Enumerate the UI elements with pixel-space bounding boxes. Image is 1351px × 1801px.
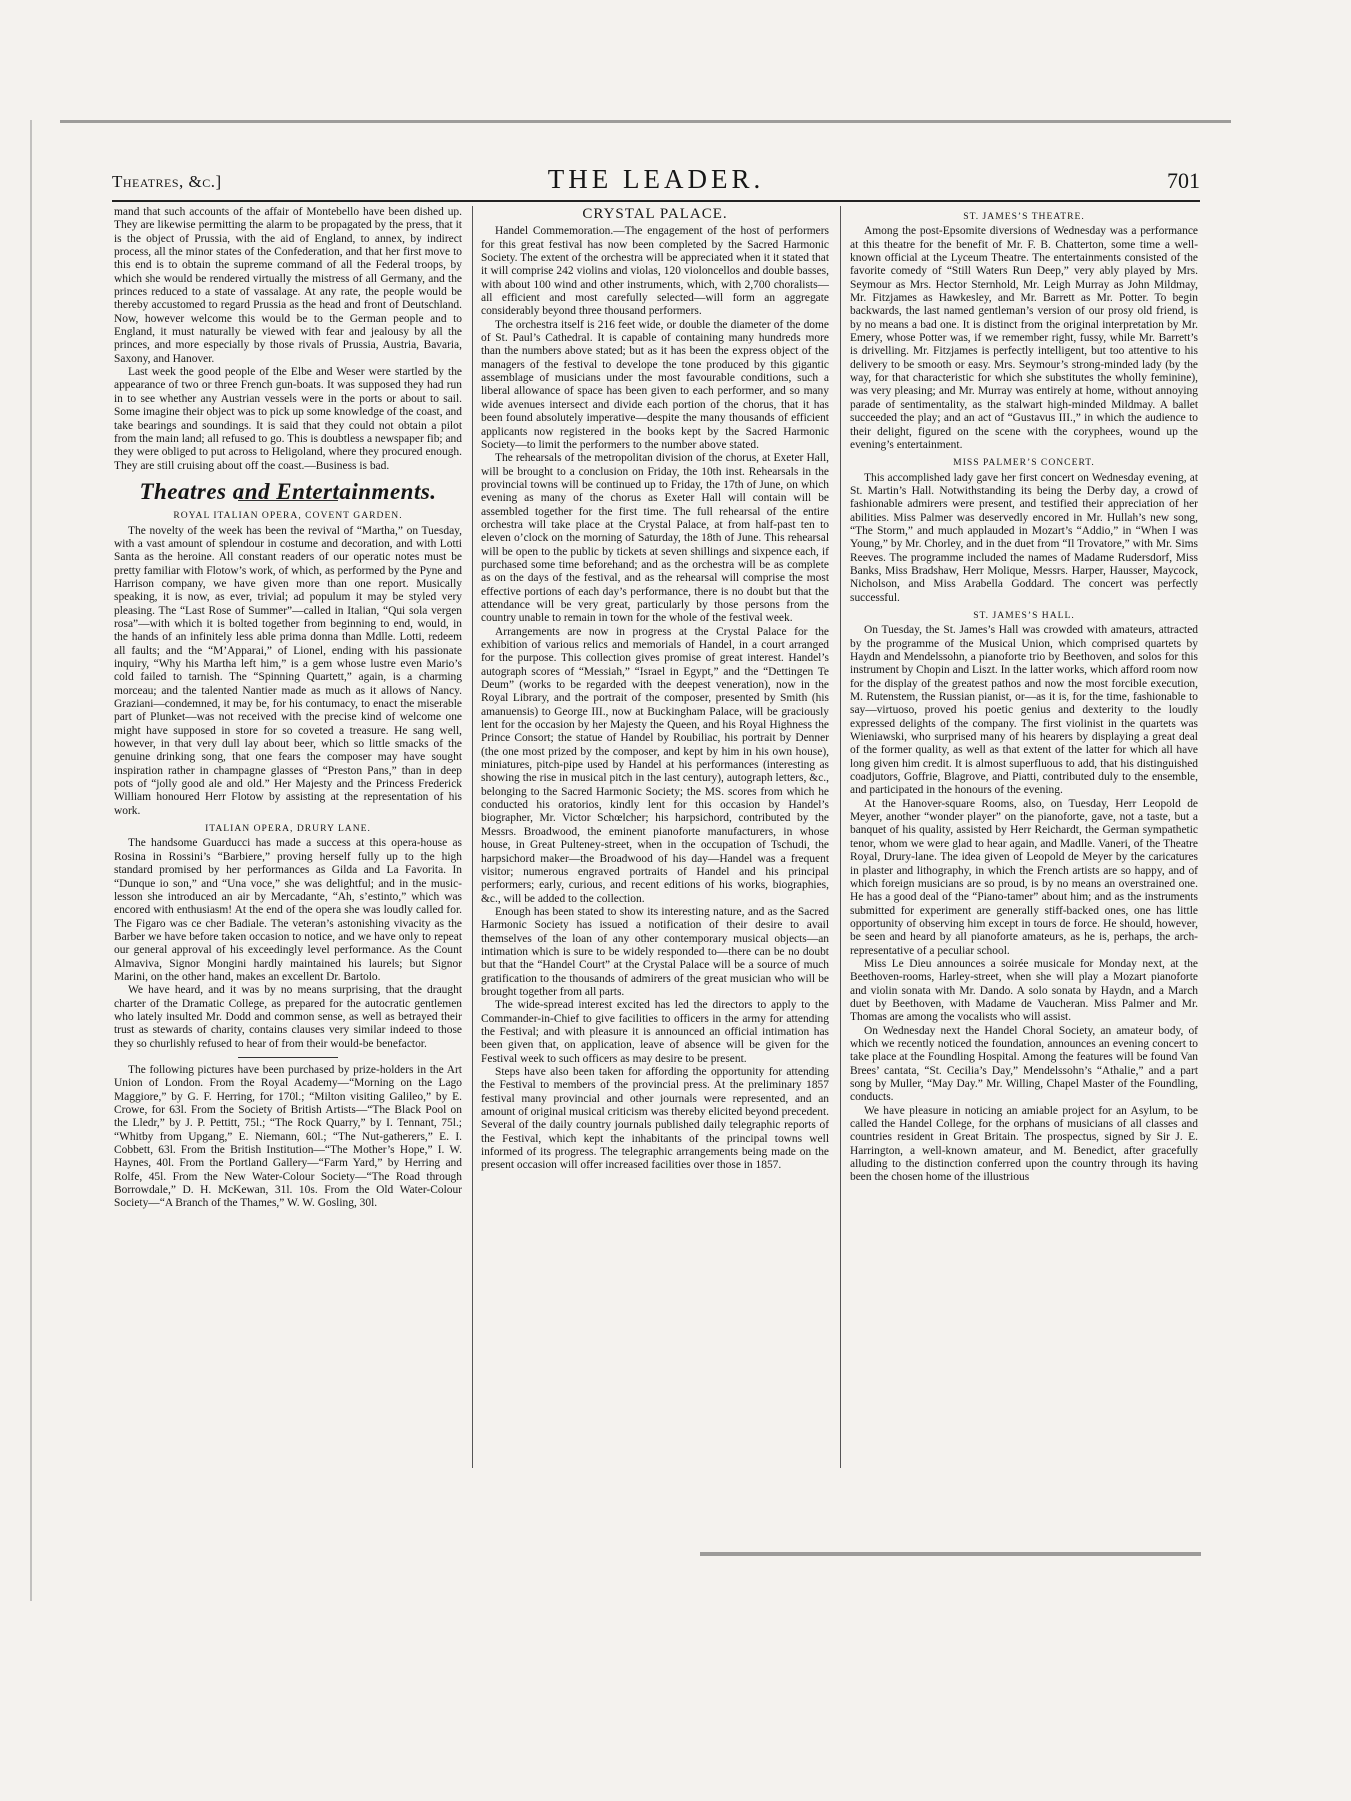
- article-paragraph: Enough has been stated to show its interesting nature, and as the Sacred Harmonic Society has issued a notification of their desire to avail themselves of the loan of any other contemporary musical objects—an intimation which is sure to be widely responded to—there can be no doubt but that the “Handel Court” at the Crystal Palace will be a source of much gratification to the thousands of admirers of the great musician who will be brought together from all parts.: [481, 905, 829, 998]
- page-edge-shadow: [30, 120, 32, 1601]
- article-paragraph: Handel Commemoration.—The engagement of the host of performers for this great festival has now been completed by the Sacred Harmonic Society. The extent of the orchestra will be appreciated when it it stated that it will comprise 242 violins and violas, 120 violoncellos and double basses, with about 100 wind and other instruments, which, with 2,700 choralists—all efficient and most carefully selected—will form an aggregate considerably beyond three thousand performers.: [481, 225, 829, 318]
- article-paragraph: This accomplished lady gave her first concert on Wednesday evening, at St. Martin’s Hall. Notwithstanding its being the Derby day, a crowd of fashionable admirers were present, and testified their appreciation of her abilities. Miss Palmer was deservedly encored in Mr. Hullah’s new song, “The Storm,” and much applauded in Mozart’s “Addio,” in “When I was Young,” by Mr. Chorley, and in the duet from “Il Trovatore,” with Mr. Sims Reeves. The programme included the names of Madame Rudersdorf, Miss Banks, Miss Bradshaw, Herr Molique, Messrs. Harper, Hausser, Maycock, Nicholson, and Miss Arabella Goddard. The concert was perfectly successful.: [850, 471, 1198, 604]
- article-paragraph: The following pictures have been purchased by prize-holders in the Art Union of London. From the Royal Academy—“Morning on the Lago Maggiore,” by G. F. Herring, for 170l.; “Milton visiting Galileo,” by E. Crowe, for 63l. From the Society of British Artists—“The Black Pool on the Lledr,” by J. P. Pettitt, 75l.; “The Rock Quarry,” by I. Tennant, 75l.; “Whitby from Upgang,” E. Niemann, 60l.; “The Nut-gatherers,” E. I. Cobbett, 63l. From the British Institution—“The Mother’s Hope,” I. W. Haynes, 40l. From the Portland Gallery—“Farm Yard,” by Herring and Rolfe, 45l. From the New Water-Colour Society—“The Road through Borrowdale,” D. H. McKewan, 31l. 10s. From the Old Water-Colour Society—“A Branch of the Thames,” W. W. Gosling, 30l.: [114, 1063, 462, 1210]
- subheading: ST. JAMES’S THEATRE.: [963, 211, 1085, 222]
- masthead-title: THE LEADER.: [547, 164, 765, 194]
- article-paragraph: Steps have also been taken for affording the opportunity for attending the Festival to members of the provincial press. At the preliminary 1857 festival many provincial and other journals were represented, and an amount of original musical criticism was thereby elicited beyond precedent. Several of the daily country journals published daily telegraphic reports of the Festival, which kept the inhabitants of the principal towns well informed of its progress. The telegraphic arrangements being made on the present occasion will offer increased facilities over those in 1857.: [481, 1066, 829, 1172]
- page-number: 701: [1167, 168, 1200, 193]
- article-paragraph: Arrangements are now in progress at the Crystal Palace for the exhibition of various relics and memorials of Handel, in a court arranged for the purpose. This collection gives promise of great interest. Handel’s autograph scores of “Messiah,” “Israel in Egypt,” and the “Dettingen Te Deum” (works to be regarded with the deepest veneration), now in the Royal Library, and the portrait of the composer, presented by Smith (his amanuensis) to George III., now at Buckingham Palace, will be graciously lent for the occasion by her Majesty the Queen, and his Royal Highness the Prince Consort; the statue of Handel by Roubiliac, his portrait by Denner (the one most prized by the composer, and kept by him in his own house), miniatures, pitch-pipe used by Handel at his performances (interesting as showing the rise in musical pitch in the last century), autograph letters, &c., belonging to the Sacred Harmonic Society; the MS. scores from which he conducted his oratorios, kindly lent for this occasion by Handel’s biographer, Mr. Victor Schœlcher; his harpsichord, contributed by the Messrs. Broadwood, the eminent pianoforte manufacturers, in whose house, in Great Pulteney-street, when in the occupation of Tschudi, the harpsichord maker—the Broadwood of his day—Handel was a frequent visitor; numerous engraved portraits of Handel and his principal performers; early, curious, and recent editions of his works, biographies, &c., will be added to the collection.: [481, 625, 829, 905]
- article-paragraph: We have pleasure in noticing an amiable project for an Asylum, to be called the Handel College, for the orphans of musicians of all classes and countries resident in Great Britain. The prospectus, signed by Sir J. E. Harrington, a well-known amateur, and M. Benedict, after gracefully alluding to the distinction conferred upon the country through its having been the chosen home of the illustrious: [850, 1104, 1198, 1184]
- page-top-border: [60, 120, 1231, 123]
- article-paragraph: Last week the good people of the Elbe and Weser were startled by the appearance of two or three French gun-boats. It was supposed they had run in to see whether any Austrian vessels were in the ports or about to sail. Some imagine their object was to pick up some knowledge of the coast, and take bearings and soundings. It is said that they could not obtain a pilot from the main land; all refused to go. This is doubtless a newspaper fib; and they were obliged to put across to Heligoland, where they procured enough. They are still cruising about off the coast.—Business is bad.: [114, 366, 462, 472]
- subheading: ROYAL ITALIAN OPERA, COVENT GARDEN.: [173, 510, 403, 522]
- article-paragraph: The orchestra itself is 216 feet wide, or double the diameter of the dome of St. Paul’s Cathedral. It is capable of containing many hundreds more than the numbers above stated; but as it has been the express object of the managers of the festival to develope the tone produced by this gigantic assemblage of musicians under the most favourable conditions, such a liberal allowance of space has been given to each performer, and so many wide avenues intersect and divide each portion of the chorus, that it has been found absolutely imperative—despite the many thousands of efficient applicants now registered in the books kept by the Sacred Harmonic Society—to limit the performers to the number above stated.: [481, 318, 829, 451]
- column-3: [850, 206, 1198, 1478]
- subheading: MISS PALMER’S CONCERT.: [953, 457, 1095, 469]
- page-bottom-mark: [700, 1552, 1201, 1556]
- article-paragraph: The rehearsals of the metropolitan division of the chorus, at Exeter Hall, will be brought to a conclusion on Friday, the 10th inst. Rehearsals in the provincial towns will be continued up to Friday, the 17th of June, on which evening as many of the chorus as Exeter Hall will contain will be assembled together for the first time. The full rehearsal of the entire orchestra will take place at the Crystal Palace, at from half-past ten to eleven o’clock on the morning of Saturday, the 18th of June. This rehearsal will be open to the public by tickets at seven shillings and sixpence each, if purchased some time beforehand; and as the orchestra will be as complete as on the days of the festival, and as the rehearsal will comprise the most effective portions of each day’s performance, there is no doubt but that the attendance will be very great, particularly by those persons from the country unable to remain in town for the whole of the festival week.: [481, 452, 829, 625]
- article-heading: CRYSTAL PALACE.: [582, 206, 728, 222]
- column-1: [114, 206, 462, 1478]
- article-paragraph: mand that such accounts of the affair of Montebello have been dished up. They are likewise permitting the alarm to be propagated by the press, that it is the object of Prussia, with the aid of England, to annex, by indirect process, all the minor states of the Confederation, and that her first move to this end is to obtain the supreme command of all the Federal troops, by which she would be rendered virtually the mistress of all Germany, and the princes reduced to a state of vassalage. At any rate, the people would be thereby accustomed to regard Prussia as the head and front of Deutschland. Now, however welcome this would be to the German people and to England, it must naturally be viewed with fear and jealousy by all the princes, and more especially by those rivals of Prussia, Austria, Bavaria, Saxony, and Hanover.: [114, 206, 462, 365]
- subheading: ITALIAN OPERA, DRURY LANE.: [205, 823, 371, 835]
- column-divider: [472, 206, 473, 1468]
- column-divider: [840, 206, 841, 1468]
- article-paragraph: On Wednesday next the Handel Choral Society, an amateur body, of which we recently noticed the foundation, announces an evening concert to take place at the Foundling Hospital. Among the features will be found Van Brees’ cantata, “St. Cecilia’s Day,” Mendelssohn’s “Athalie,” and a part song by Muller, “May Day.” Mr. Willing, Chapel Master of the Foundling, conducts.: [850, 1024, 1198, 1104]
- page-header: [112, 164, 1200, 200]
- column-2: [481, 206, 829, 1478]
- article-paragraph: The novelty of the week has been the revival of “Martha,” on Tuesday, with a vast amount of splendour in costume and decoration, and with Lotti Santa as the heroine. All constant readers of our operatic notes must be pretty familiar with Flotow’s work, of which, as performed by the Pyne and Harrison company, we have given more than one report. Musically speaking, it is now, as ever, trivial; ad populum it may be styled very pleasing. The “Last Rose of Summer”—called in Italian, “Qui sola vergen rosa”—with which it is bolted together from beginning to end, would, in the hands of an infinitely less able prima donna than Mdlle. Lotti, redeem all faults; and the “M’Apparai,” of Lionel, ending with his passionate inquiry, “Why his Martha left him,” is a gem whose lustre even Mario’s cold failed to tarnish. The “Spinning Quartett,” again, is a charming morceau; and the talented Nantier made as much as it allows of Nancy. Graziani—condemned, it may be, for his contumacy, to enact the miserable part of Plunket—was not received with the precise kind of welcome one might have supposed in store for so coveted a treasure. He sang well, however, in that very dull lay about beer, which so little smacks of the genuine drinking song, that one fears the composer may have sought inspiration rather in champagne glasses of “Preston Pans,” than in deep pots of “jolly good ale and old.” Her Majesty and the Princess Frederick William honoured Herr Flotow by assisting at the representation of his work.: [114, 524, 462, 817]
- subheading: ST. JAMES’S HALL.: [973, 609, 1075, 621]
- article-paragraph: Among the post-Epsomite diversions of Wednesday was a performance at this theatre for the benefit of Mr. F. B. Chatterton, some time a well-known official at the Lyceum Theatre. The entertainments consisted of the favorite comedy of “Still Waters Run Deep,” very ably played by Mrs. Seymour as Mrs. Hector Sternhold, Mr. Leigh Murray as John Mildmay, Mr. Fitzjames as Hawkesley, and Mr. Barrett as Mr. Potter. To begin backwards, the last named gentleman’s version of our prosy old friend, is by no means a bad one. It is distinct from the original interpretation by Mr. Emery, whose Potter was, if we remember right, fussy, while Mr. Barrett’s is drivelling. Mr. Fitzjames is perfectly intelligent, but too attentive to his delivery to be smooth or easy. Mrs. Seymour’s strong-minded lady (by the way, for that characteristic for which she substitutes the wholly feminine), was very pleasing; and Mr. Murray was entirely at home, without annoying parade of sentimentality, as the stalwart high-minded Mildmay. A ballet succeeded the play; and an act of “Gustavus III.,” in which the audience to their delight, figured on the scene with the coryphees, wound up the evening’s entertainment.: [850, 225, 1198, 451]
- article-paragraph: At the Hanover-square Rooms, also, on Tuesday, Herr Leopold de Meyer, another “wonder player” on the pianoforte, gave, not a taste, but a banquet of his quality, assisted by Herr Reichardt, the German sympathetic tenor, whom we were glad to hear again, and Madlle. Vaneri, of the Theatre Royal, Drury-lane. The idea given of Leopold de Meyer by the caricatures in plaster and lithography, in which the French artists are so happy, and of which foreign musicians are so proud, is by no means an overstrained one. He has a good deal of the “Piano-tamer” about him; and as the instruments submitted for experiment are generally stiff-backed ones, one has little opportunity of observing him except in tours de force. He should, however, be seen and heard by all pianoforte amateurs, as he is, perhaps, the arch-representative of a peculiar school.: [850, 797, 1198, 957]
- article-paragraph: Miss Le Dieu announces a soirée musicale for Monday next, at the Beethoven-rooms, Harley-street, when she will play a Mozart pianoforte and violin sonata with Mr. Dando. A solo sonata by Haydn, and a March duet by Beethoven, with Madame de Vaucheran. Miss Palmer and Mr. Thomas are among the vocalists who will assist.: [850, 957, 1198, 1024]
- section-label: Theatres, &c.]: [112, 172, 222, 191]
- article-paragraph: The wide-spread interest excited has led the directors to apply to the Commander-in-Chief to give facilities to officers in the army for attending the Festival; and with pleasure it is announced an official intimation has been given that, on application, leave of absence will be given for the Festival week to such officers as may desire to be present.: [481, 999, 829, 1065]
- article-paragraph: The handsome Guarducci has made a success at this opera-house as Rosina in Rossini’s “Barbiere,” proving herself fully up to the high standard promised by her performances as Gilda and La Favorita. In “Dunque io son,” and “Una voce,” she was delightful; and in the music-lesson she introduced an air by Mercadante, “Ah, s’estinto,” which was encored with enthusiasm! At the end of the opera she was loudly called for. The Figaro was ce cher Badiale. The veteran’s astonishing vivacity as the Barber we have before taken occasion to notice, and we have only to repeat our general approval of his exceedingly level performance. As the Count Almaviva, Signor Mongini hardly maintained his laurels; but Signor Marini, on the other hand, makes an excellent Dr. Bartolo.: [114, 837, 462, 983]
- header-divider: [112, 200, 1200, 202]
- divider-rule: [238, 1057, 338, 1058]
- ornamental-rule: [238, 500, 338, 501]
- article-paragraph: We have heard, and it was by no means surprising, that the draught charter of the Dramatic College, as prepared for the autocratic gentlemen who lately insulted Mr. Dodd and common sense, as well as betrayed their trust as stewards of charity, contains clauses very similar indeed to those they so churlishly refused to hear of from their would-be benefactor.: [114, 984, 462, 1050]
- section-heading: Theatres and Entertainments.: [139, 478, 437, 504]
- article-paragraph: On Tuesday, the St. James’s Hall was crowded with amateurs, attracted by the programme of the Musical Union, which comprised quartets by Haydn and Mendelssohn, a pianoforte trio by Beethoven, and solos for this instrument by Chopin and Liszt. In the latter works, which afford room now for the display of the greatest pathos and now the most forcible execution, M. Rutenstem, the Russian pianist, or—as it is, for the time, fashionable to say—virtuoso, proved his poetic genius and dexterity to the loudly expressed delights of the company. The first violinist in the quartets was Wieniawski, who surprised many of his hearers by displaying a great deal of the former quality, as well as that extent of the latter for which all have long given him credit. It is almost superfluous to add, that his distinguished coadjutors, Goffrie, Blagrove, and Piatti, contributed duly to the ensemble, and participated in the honours of the evening.: [850, 624, 1198, 797]
